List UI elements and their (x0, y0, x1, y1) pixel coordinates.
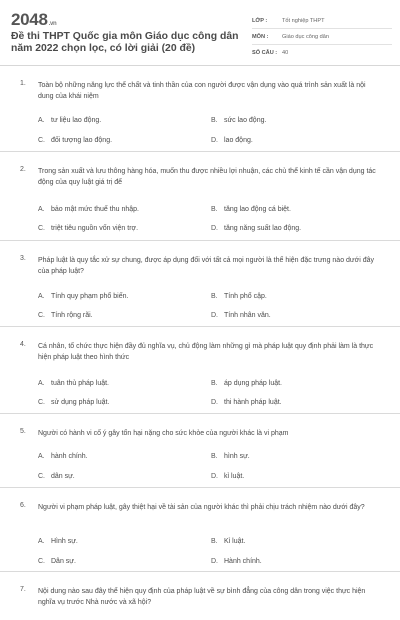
question-text: Người có hành vi cố ý gây tổn hại nặng cho sức khỏe của người khác là vi phạm (38, 430, 289, 437)
option-c (38, 225, 138, 232)
info-value: 40 (282, 50, 289, 56)
option-b (211, 117, 266, 124)
question-list (0, 66, 400, 620)
question-number: 6. (20, 502, 26, 509)
option-text: hình sự. (224, 453, 250, 460)
option-text: tăng lao động cá biệt. (224, 206, 291, 213)
option-text: lao động. (224, 137, 253, 144)
option-a (38, 538, 78, 545)
option-b (211, 453, 250, 460)
option-text: Tính quy phạm phổ biến. (51, 293, 129, 300)
option-d (211, 225, 301, 232)
option-d (211, 312, 271, 319)
option-letter: B. (211, 453, 218, 460)
option-letter: B. (211, 293, 218, 300)
option-a (38, 380, 109, 387)
option-letter: A. (38, 117, 45, 124)
option-b (211, 380, 282, 387)
option-text: hành chính. (51, 453, 88, 460)
option-letter: C. (38, 312, 45, 319)
option-a (38, 453, 88, 460)
question-text: Trong sản xuất và lưu thông hàng hóa, muốn thu được nhiều lợi nhuận, các chủ thể kinh tế cần vận dụng tác động của quy luật giá trị để (38, 168, 376, 186)
question-number: 4. (20, 341, 26, 348)
question-number: 2. (20, 166, 26, 173)
option-a (38, 117, 101, 124)
option-b (211, 206, 291, 213)
option-c (38, 399, 109, 406)
option-letter: D. (211, 312, 218, 319)
option-text: đối tượng lao động. (51, 137, 113, 144)
option-b (211, 538, 245, 545)
question-item (0, 488, 400, 572)
option-text: triệt tiêu nguồn vốn viện trợ. (51, 225, 139, 232)
document-title: Đề thi THPT Quốc gia môn Giáo dục công dân năm 2022 chọn lọc, có lời giải (20 đề) (11, 31, 239, 54)
option-letter: C. (38, 473, 45, 480)
option-text: sử dụng pháp luật. (51, 399, 110, 406)
option-letter: B. (211, 117, 218, 124)
info-key: SỐ CÂU : (252, 50, 278, 56)
site-logo[interactable] (11, 10, 56, 30)
option-letter: D. (211, 225, 218, 232)
option-letter: D. (211, 137, 218, 144)
option-text: Tính rộng rãi. (51, 312, 93, 319)
option-text: kỉ luật. (224, 473, 245, 480)
option-text: Tính nhân văn. (224, 312, 271, 319)
option-text: thi hành pháp luật. (224, 399, 282, 406)
question-text: Pháp luật là quy tắc xử sự chung, được áp dụng đối với tất cả mọi người là thể hiện đặc trưng nào dưới đây của pháp luật? (38, 257, 374, 275)
option-text: tuân thủ pháp luật. (51, 380, 109, 387)
question-item (0, 66, 400, 152)
question-text: Toàn bộ những năng lực thể chất và tinh thần của con người được vận dụng vào quá trình sản xuất là nội dung của khái niệm (38, 82, 366, 100)
exam-info-table (252, 13, 392, 61)
option-letter: A. (38, 453, 45, 460)
option-text: Dân sự. (51, 558, 76, 565)
option-letter: C. (38, 558, 45, 565)
option-c (38, 137, 112, 144)
info-value: Giáo dục công dân (282, 33, 329, 40)
option-text: Tính phổ cập. (224, 293, 267, 300)
option-c (38, 558, 76, 565)
logo-suffix: .vn (48, 21, 57, 27)
option-d (211, 558, 262, 565)
option-b (211, 293, 267, 300)
info-value: Tốt nghiệp THPT (282, 17, 325, 24)
option-letter: B. (211, 380, 218, 387)
option-text: Hành chính. (224, 558, 262, 565)
option-letter: A. (38, 538, 45, 545)
question-text: Nội dung nào sau đây thể hiện quy định của pháp luật về sự bình đẳng của công dân trong việc thực hiện nghĩa vụ trước Nhà nước và xã hội? (38, 588, 366, 606)
question-text: Người vi phạm pháp luật, gây thiệt hại về tài sản của người khác thì phải chịu trách nhiệm nào dưới đây? (38, 504, 365, 511)
option-text: bảo mật mức thuế thu nhập. (51, 206, 139, 213)
option-letter: D. (211, 473, 218, 480)
option-letter: C. (38, 225, 45, 232)
document-header (0, 0, 400, 66)
option-text: dân sự. (51, 473, 75, 480)
option-letter: A. (38, 293, 45, 300)
option-letter: D. (211, 558, 218, 565)
option-text: áp dụng pháp luật. (224, 380, 282, 387)
question-number: 7. (20, 586, 26, 593)
option-a (38, 206, 139, 213)
question-item (0, 241, 400, 327)
question-item (0, 572, 400, 620)
option-text: Hình sự. (51, 538, 78, 545)
info-key: MÔN : (252, 33, 269, 40)
option-c (38, 473, 75, 480)
option-letter: C. (38, 137, 45, 144)
info-key: LỚP : (252, 17, 268, 24)
option-letter: D. (211, 399, 218, 406)
question-item (0, 414, 400, 488)
option-d (211, 399, 282, 406)
option-letter: A. (38, 206, 45, 213)
option-text: sức lao động. (224, 117, 267, 124)
option-c (38, 312, 93, 319)
option-text: tư liệu lao động. (51, 117, 102, 124)
option-d (211, 137, 253, 144)
option-letter: B. (211, 538, 218, 545)
question-item (0, 327, 400, 414)
question-text: Cá nhân, tổ chức thực hiện đầy đủ nghĩa vụ, chủ động làm những gì mà pháp luật quy định phải làm là thực hiện pháp luật theo hình thức (38, 343, 374, 361)
option-a (38, 293, 128, 300)
logo-text: 2048 (11, 10, 48, 29)
option-letter: A. (38, 380, 45, 387)
question-number: 3. (20, 255, 26, 262)
question-number: 1. (20, 80, 26, 87)
option-letter: C. (38, 399, 45, 406)
info-row-class (252, 13, 392, 29)
option-text: Kỉ luật. (224, 538, 246, 545)
question-number: 5. (20, 428, 26, 435)
question-item (0, 152, 400, 241)
option-text: tăng năng suất lao động. (224, 225, 302, 232)
option-letter: B. (211, 206, 218, 213)
info-row-subject (252, 29, 392, 45)
info-row-question-count (252, 45, 392, 61)
option-d (211, 473, 244, 480)
